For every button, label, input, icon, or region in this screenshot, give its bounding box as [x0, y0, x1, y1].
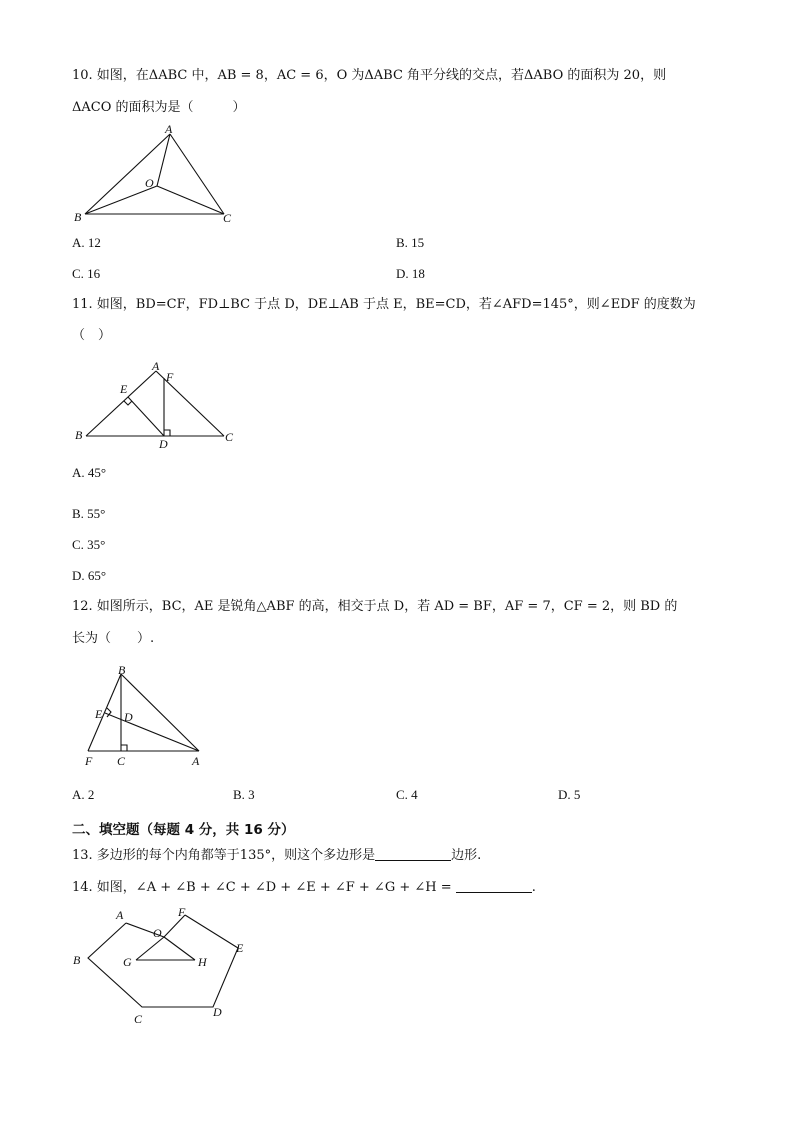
q11-option-d: D. 65° [72, 568, 107, 583]
q12-altitude-ae [105, 713, 199, 751]
q14-label-h: H [198, 955, 207, 969]
q10-stem-line1: 10. 如图，在ΔABC 中，AB = 8，AC = 6，O 为ΔABC 角平分线的交点，若ΔABO 的面积为 20，则 [72, 68, 667, 83]
q12-option-c: C. 4 [396, 787, 418, 802]
q10-side-ab [85, 134, 170, 214]
q10-label-a: A [165, 122, 173, 136]
q11-stem-line2: （ ） [72, 328, 112, 343]
q11-stem-line1: 11. 如图，BD=CF，FD⊥BC 于点 D，DE⊥AB 于点 E，BE=CD，若∠AFD=145°，则∠EDF 的度数为 [72, 297, 696, 312]
q13-stem [72, 848, 481, 864]
q14-label-o: O [153, 926, 162, 940]
q11-segment-ed [128, 397, 164, 436]
q12-option-d: D. 5 [558, 787, 581, 802]
q14-label-e: E [236, 941, 244, 955]
q14-stem [72, 880, 536, 896]
section-fill-in-heading: 二、填空题（每题 4 分，共 16 分） [72, 822, 295, 838]
q10-option-d: D. 18 [396, 266, 425, 281]
q12-label-e: E [95, 707, 103, 721]
q14-segment-ho [164, 937, 195, 960]
q12-label-d: D [124, 710, 133, 724]
q11-label-a: A [152, 359, 160, 373]
q14-figure [70, 903, 260, 1026]
q13-text-after: 边形. [451, 848, 482, 863]
q11-label-d: D [159, 437, 168, 451]
q10-option-a: A. 12 [72, 235, 101, 250]
q13-answer-blank[interactable] [375, 848, 451, 861]
q14-label-b: B [73, 953, 81, 967]
q14-label-a: A [116, 908, 124, 922]
q12-right-angle-c [121, 745, 127, 751]
q14-label-c: C [134, 1012, 143, 1026]
q14-answer-blank[interactable] [456, 880, 532, 893]
q12-label-a: A [192, 754, 200, 768]
q14-label-d: D [213, 1005, 222, 1019]
q11-option-c: C. 35° [72, 537, 106, 552]
q10-label-o: O [145, 176, 154, 190]
q10-label-c: C [223, 211, 232, 225]
q12-stem-line2: 长为（ ）. [72, 631, 155, 646]
q11-label-e: E [120, 382, 128, 396]
q11-right-angle-e [124, 401, 132, 405]
q10-figure [70, 120, 240, 225]
q12-label-f: F [85, 754, 93, 768]
q11-label-c: C [225, 430, 234, 444]
q14-text: 14. 如图，∠A + ∠B + ∠C + ∠D + ∠E + ∠F + ∠G + ∠H = [72, 880, 452, 895]
q14-label-f: F [178, 905, 186, 919]
q14-label-g: G [123, 955, 132, 969]
q12-label-b: B [118, 663, 126, 677]
q12-side-ba [121, 674, 199, 751]
q11-label-f: F [166, 370, 174, 384]
q14-polyline-outer [88, 915, 238, 1007]
q10-segment-bo [85, 186, 157, 214]
q12-stem-line1: 12. 如图所示，BC，AE 是锐角△ABF 的高，相交于点 D，若 AD = BF，AF = 7，CF = 2，则 BD 的 [72, 599, 678, 614]
q13-text-before: 13. 多边形的每个内角都等于135°，则这个多边形是 [72, 848, 376, 863]
q10-option-c: C. 16 [72, 266, 101, 281]
q11-label-b: B [75, 428, 83, 442]
q12-option-a: A. 2 [72, 787, 95, 802]
q12-label-c: C [117, 754, 126, 768]
q12-option-b: B. 3 [233, 787, 255, 802]
q11-figure [70, 358, 240, 450]
q11-right-angle-d [164, 430, 170, 436]
q12-side-bf [88, 674, 121, 751]
q11-option-a: A. 45° [72, 465, 107, 480]
q10-label-b: B [74, 210, 82, 224]
q10-segment-ao [157, 134, 170, 186]
q10-side-ac [170, 134, 224, 214]
q14-text-end: . [531, 880, 536, 895]
q12-figure [75, 662, 215, 770]
q10-stem-line2: ΔACO 的面积为是（ ） [72, 100, 246, 115]
q11-option-b: B. 55° [72, 506, 106, 521]
q11-side-ab [86, 371, 156, 436]
q10-option-b: B. 15 [396, 235, 425, 250]
q14-segment-og [136, 937, 164, 960]
